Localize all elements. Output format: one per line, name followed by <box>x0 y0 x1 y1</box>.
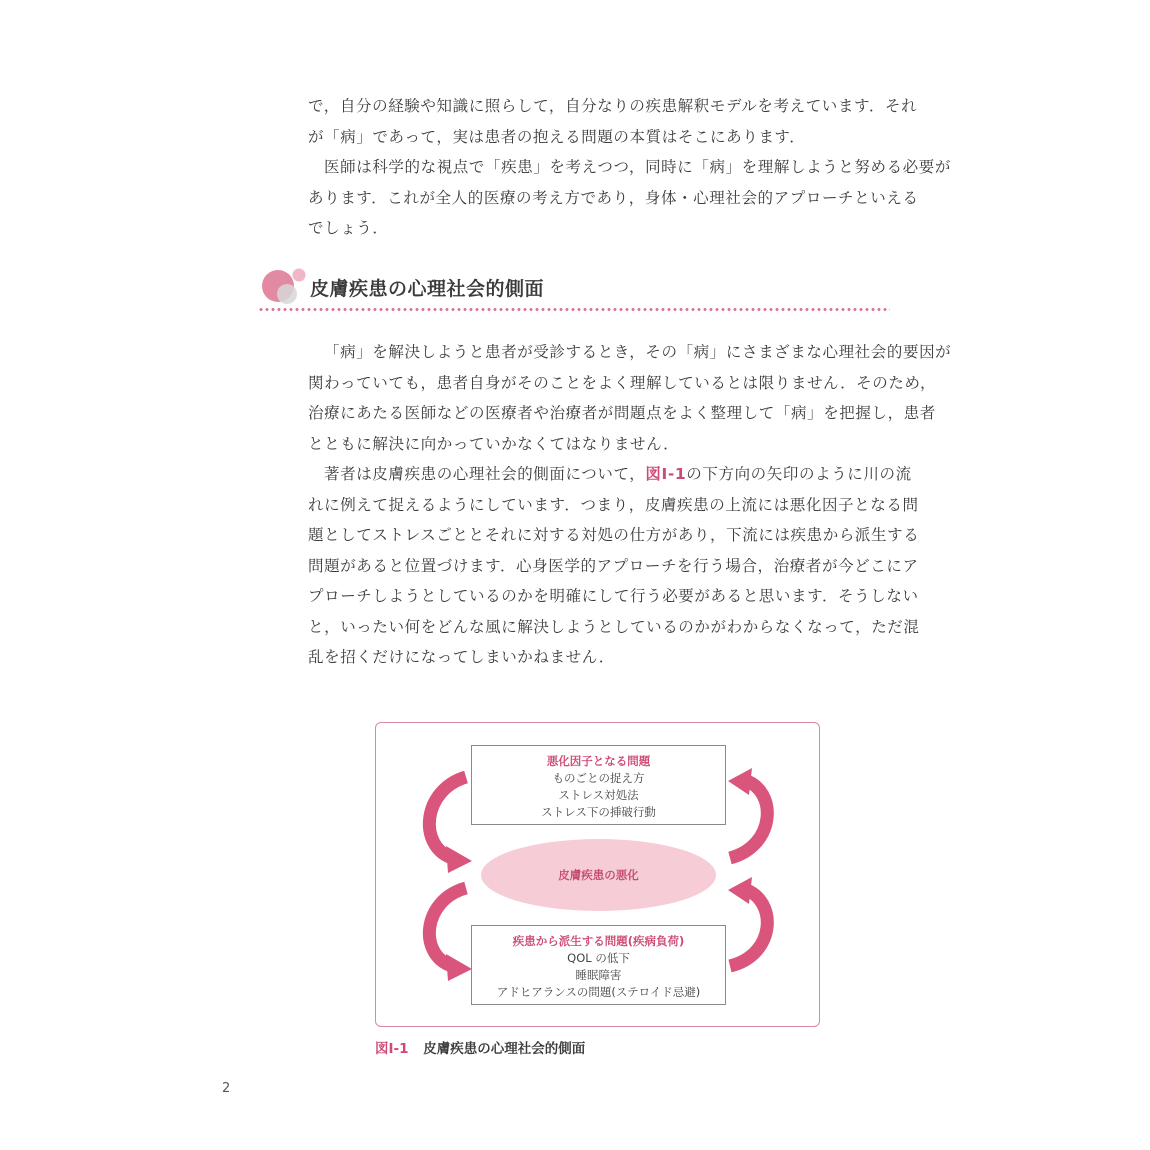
figure-reference-link[interactable]: 図Ⅰ-1 <box>645 465 687 483</box>
text-line: あります．これが全人的医療の考え方であり，身体・心理社会的アプローチといえる <box>308 188 919 207</box>
text-line: 題としてストレスごととそれに対する対処の仕方があり，下流には疾患から派生する <box>308 526 920 544</box>
section-heading <box>258 262 890 318</box>
dotted-divider <box>258 308 890 311</box>
text-line: でしょう． <box>308 219 389 237</box>
box-item: QOL の低下 <box>567 951 630 965</box>
box-title: 悪化因子となる問題 <box>546 754 651 768</box>
text-line: とともに解決に向かっていかなくてはなりません． <box>308 434 680 453</box>
text-segment: の下方向の矢印のように川の流 <box>686 465 912 483</box>
aggravating-factors-box <box>471 745 726 825</box>
ellipse-label: 皮膚疾患の悪化 <box>558 868 639 882</box>
box-item: ストレス下の挿破行動 <box>541 805 656 819</box>
figure-caption-title: 皮膚疾患の心理社会的側面 <box>423 1041 586 1057</box>
box-item: アドヒアランスの問題(ステロイド忌避) <box>496 985 701 999</box>
text-line: れに例えて捉えるようにしています．つまり，皮膚疾患の上流には悪化因子となる問 <box>308 495 919 514</box>
body-paragraph-1 <box>308 337 952 459</box>
text-line <box>308 459 912 490</box>
intro-paragraph <box>308 91 951 244</box>
text-line: 関わっていても，患者自身がそのことをよく理解しているとは限りません．そのため， <box>308 373 937 392</box>
page-number: 2 <box>222 1081 231 1096</box>
figure-number: 図Ⅰ-1 <box>375 1041 409 1057</box>
text-line: 医師は科学的な視点で「疾患」を考えつつ，同時に「病」を理解しようと努める必要が <box>324 158 951 176</box>
heading-bullet-icon <box>258 262 318 312</box>
text-line: 問題があると位置づけます．心身医学的アプローチを行う場合，治療者が今どこにア <box>308 556 919 575</box>
text-line: 「病」を解決しようと患者が受診するとき，その「病」にさまざまな心理社会的要因が <box>324 343 952 361</box>
text-segment: 著者は皮膚疾患の心理社会的側面について， <box>324 465 646 483</box>
text-line: 治療にあたる医師などの医療者や治療者が問題点をよく整理して「病」を把握し，患者 <box>308 404 936 422</box>
box-item: ストレス対処法 <box>558 788 639 802</box>
text-line: で，自分の経験や知識に照らして，自分なりの疾患解釈モデルを考えています．それ <box>308 97 918 115</box>
box-title: 疾患から派生する問題(疾病負荷) <box>512 934 685 948</box>
text-line: プローチしようとしているのかを明確にして行う必要があると思います．そうしない <box>308 587 919 605</box>
derived-problems-box <box>471 925 726 1005</box>
text-line: と，いったい何をどんな風に解決しようとしているのかがわからなくなって，ただ混 <box>308 617 920 636</box>
text-line: が「病」であって，実は患者の抱える問題の本質はそこにあります． <box>308 127 806 146</box>
text-line: 乱を招くだけになってしまいかねません． <box>308 648 615 666</box>
body-paragraph-2 <box>308 459 920 673</box>
figure-caption <box>375 1037 585 1057</box>
disease-aggravation-ellipse <box>481 839 716 911</box>
box-item: 睡眠障害 <box>575 968 622 982</box>
section-title: 皮膚疾患の心理社会的側面 <box>310 278 545 300</box>
box-item: ものごとの捉え方 <box>552 771 645 785</box>
